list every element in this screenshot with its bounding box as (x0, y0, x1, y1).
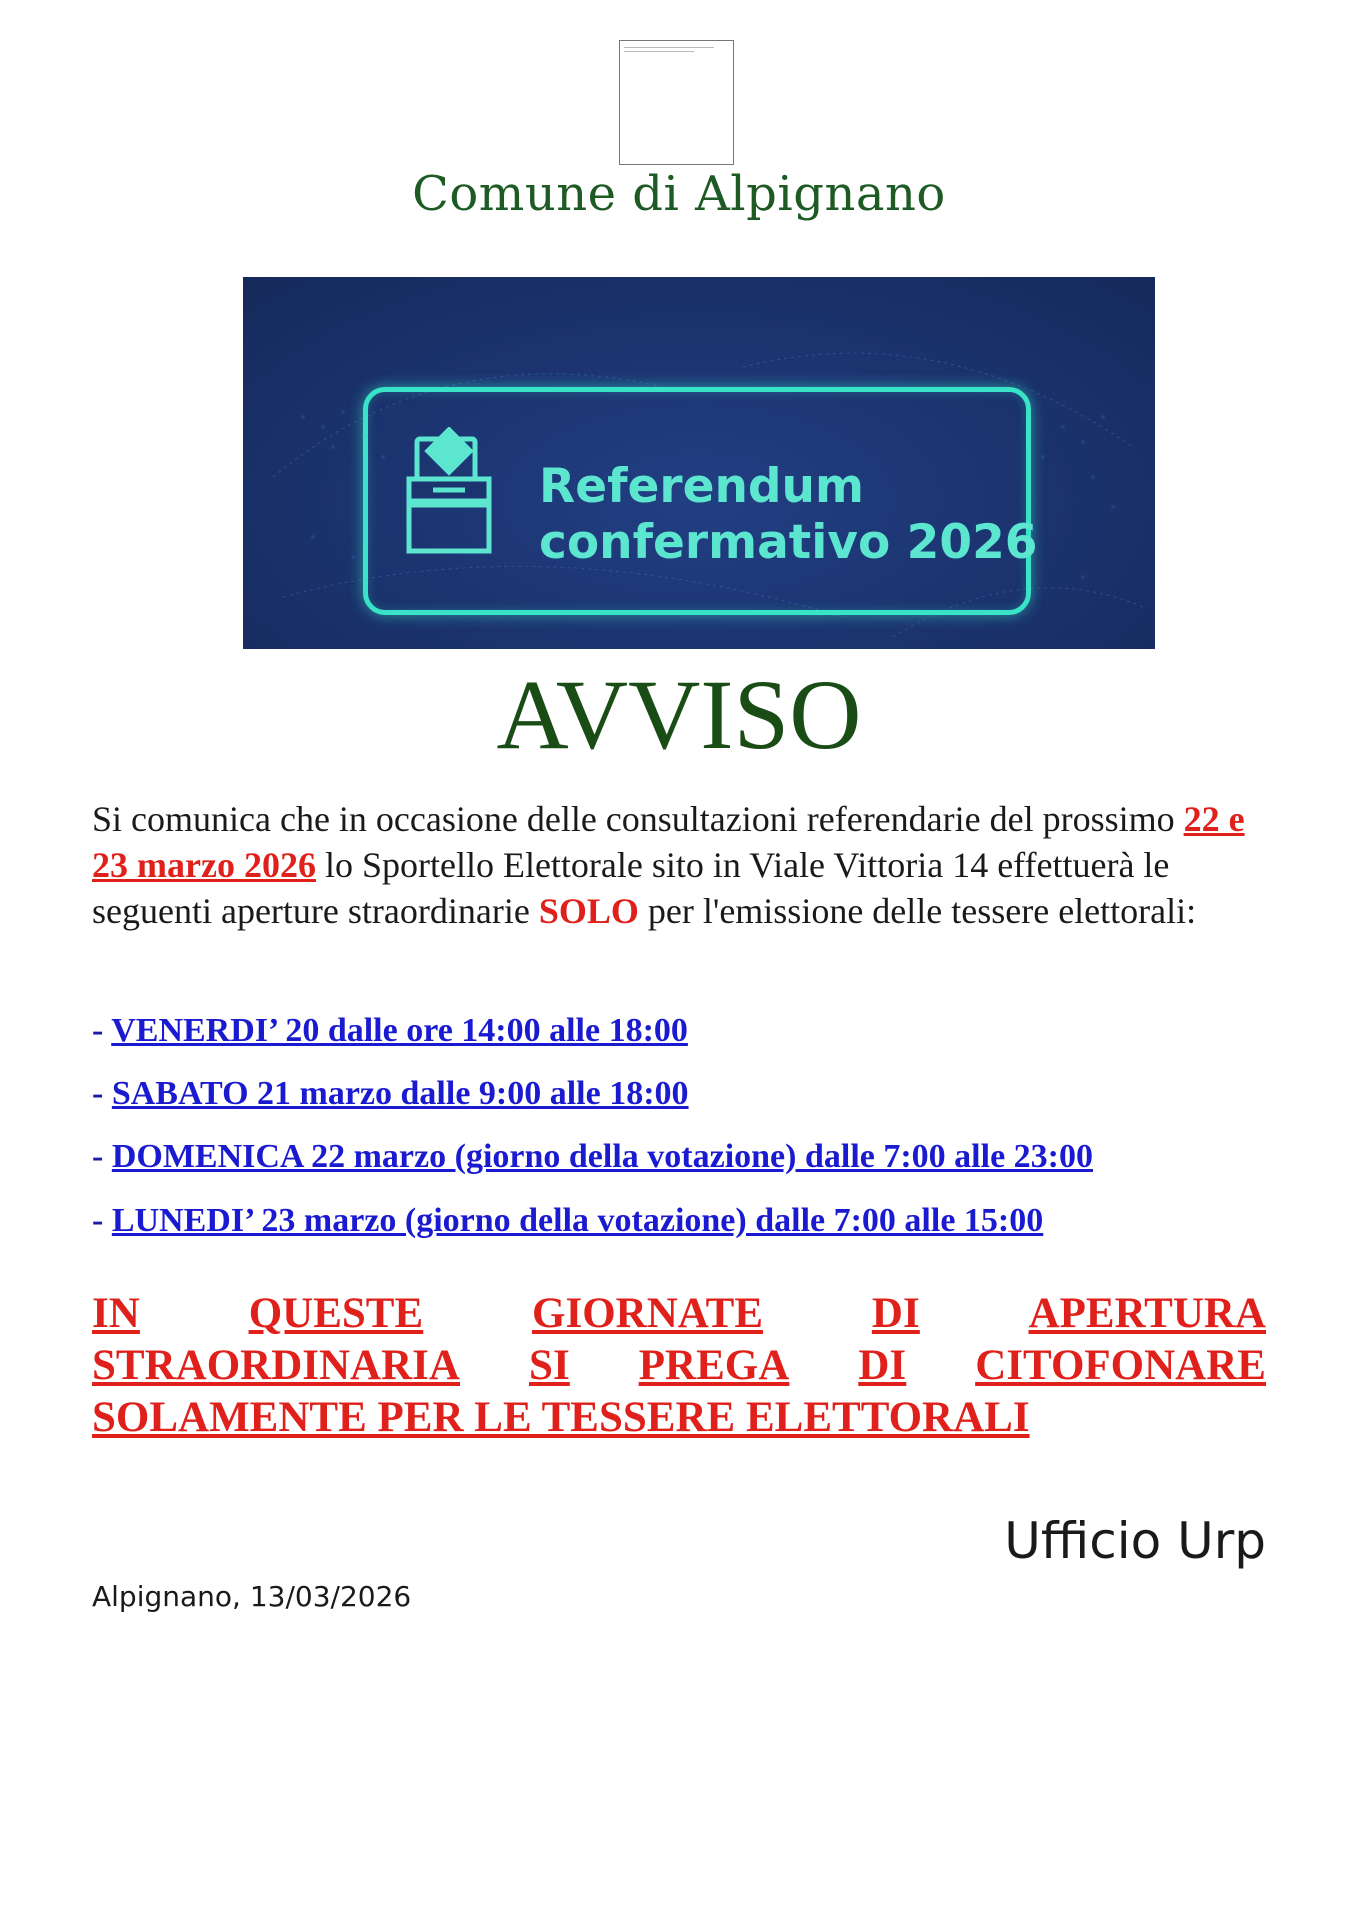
warning-word: STRAORDINARIA (92, 1342, 460, 1389)
warning-word: IN (92, 1290, 140, 1337)
referendum-banner (243, 277, 1155, 649)
solo-emphasis: SOLO (538, 891, 639, 931)
warning-word: GIORNATE (532, 1290, 764, 1337)
intro-text-2: lo Sportello Elettorale sito in Viale Vittoria 14 effettuerà le seguenti aperture straordinarie (92, 845, 1170, 931)
warning-word: SI (529, 1342, 570, 1389)
schedule-item (92, 1198, 1043, 1244)
intro-text-3: per l'emissione delle tessere elettorali: (638, 891, 1197, 931)
schedule-item-text[interactable]: LUNEDI’ 23 marzo (giorno della votazione) dalle 7:00 alle 15:00 (111, 1202, 1044, 1239)
banner-title-line2: confermativo 2026 (539, 515, 1038, 570)
schedule-dash: - (92, 1012, 112, 1049)
intro-paragraph (92, 796, 1272, 934)
schedule-item-text[interactable]: DOMENICA 22 marzo (giorno della votazione) dalle 7:00 alle 23:00 (111, 1138, 1093, 1175)
warning-word: DI (858, 1342, 907, 1389)
intercom-warning (92, 1288, 1266, 1444)
warning-word: QUESTE (248, 1290, 424, 1337)
schedule-item-text[interactable]: SABATO 21 marzo dalle 9:00 alle 18:00 (111, 1075, 689, 1112)
warning-word: APERTURA (1028, 1290, 1266, 1337)
warning-line-2 (92, 1340, 1266, 1392)
warning-word: CITOFONARE (975, 1342, 1266, 1389)
schedule-item-text[interactable]: VENERDI’ 20 dalle ore 14:00 alle 18:00 (111, 1012, 688, 1049)
warning-line-1 (92, 1288, 1266, 1340)
schedule-item (92, 1134, 1093, 1180)
municipal-logo-placeholder (619, 40, 734, 165)
banner-title (539, 459, 1037, 571)
document-date: Alpignano, 13/03/2026 (92, 1580, 412, 1613)
schedule-item (92, 1008, 688, 1054)
banner-title-line1: Referendum (539, 459, 864, 514)
schedule-dash: - (92, 1202, 112, 1239)
intro-text-1: Si comunica che in occasione delle consultazioni referendarie del prossimo (92, 799, 1184, 839)
office-signature: Ufficio Urp (1004, 1512, 1266, 1570)
schedule-dash: - (92, 1075, 112, 1112)
schedule-dash: - (92, 1138, 112, 1175)
municipality-name: Comune di Alpignano (412, 166, 946, 222)
ballot-box-icon (403, 427, 503, 557)
warning-word: PREGA (638, 1342, 790, 1389)
notice-heading: AVVISO (496, 659, 862, 770)
warning-word: DI (871, 1290, 920, 1337)
schedule-item (92, 1071, 689, 1117)
referendum-dates: 22 e 23 marzo 2026 (92, 799, 1245, 885)
logo-placeholder-line (624, 47, 714, 48)
logo-placeholder-line (624, 51, 694, 52)
warning-line-3: SOLAMENTE PER LE TESSERE ELETTORALI (92, 1394, 1030, 1441)
